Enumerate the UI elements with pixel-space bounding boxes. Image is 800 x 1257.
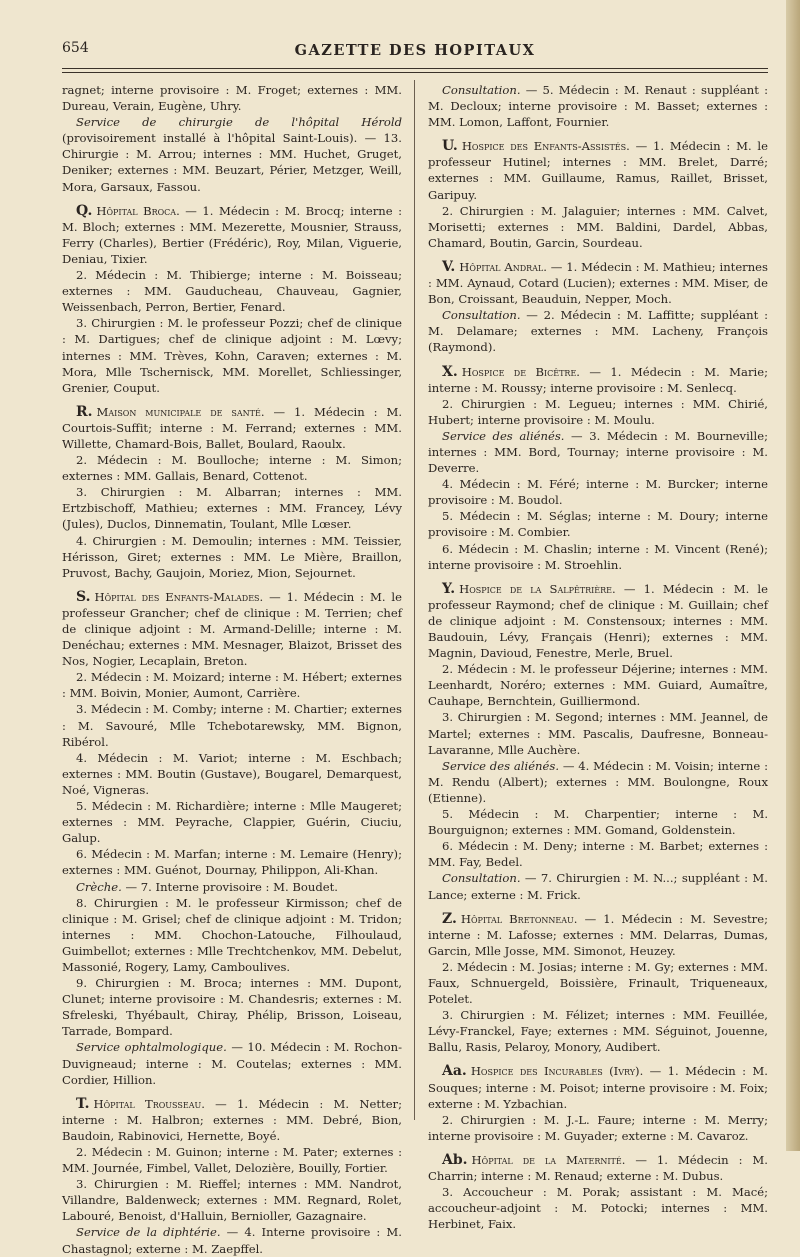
italic-service-name: Crèche. [76, 879, 122, 894]
italic-service-name: Service des aliénés. [442, 428, 565, 443]
paragraph-text: 3. Chirurgien : M. Rieffel; internes : MM. Nandrot, Villandre, Baldenweck; externes : MM. Regnard, Rolet, Labouré, Benoist, d'Halluin, Bernioller, Gazagnaire. [62, 1177, 402, 1224]
text-paragraph [428, 508, 768, 540]
header-rule-thin [62, 72, 768, 73]
paragraph-text: — 4. Interne provisoire : M. Chastagnol; externe : M. Zaepffel. [62, 1225, 402, 1256]
section-title: Hôpital Trousseau. [93, 1096, 205, 1111]
paragraph-text: 6. Médecin : M. Marfan; interne : M. Lemaire (Henry); externes : MM. Guénot, Dournay, Philippon, Ali-Khan. [62, 847, 402, 878]
section-letter: U. [442, 138, 458, 155]
column-divider [414, 80, 415, 1120]
section-heading-paragraph [62, 404, 402, 452]
text-paragraph [428, 1112, 768, 1144]
section-heading-paragraph [62, 589, 402, 669]
italic-service-name: Service de la diphtérie. [76, 1225, 221, 1240]
text-paragraph [428, 203, 768, 251]
section-letter: X. [442, 363, 458, 380]
page-header [62, 40, 768, 66]
text-paragraph [62, 701, 402, 749]
section-title: Hôpital Broca. [96, 203, 180, 218]
paragraph-text: (provisoirement installé à l'hôpital Saint-Louis). — 13. Chirurgie : M. Arrou; internes : MM. Huchet, Gruget, Deniker; externes : MM. Beuzart, Périer, Metzger, Weill, Mora, Garsaux, Fassou. [62, 131, 402, 194]
paragraph-text: — 1. Médecin : M. Brocq; interne : M. Bloch; externes : MM. Mezerette, Mousnier, Strauss, Ferry (Charles), Bertier (Frédéric), Roy, Milan, Viguerie, Deniau, Tixier. [62, 203, 402, 266]
section-title: Hospice des Enfants-Assistés. [461, 139, 630, 154]
paragraph-text: — 7. Interne provisoire : M. Boudet. [121, 879, 338, 894]
text-paragraph [62, 975, 402, 1039]
section-letter: V. [442, 258, 456, 275]
section-letter: Aa. [442, 1063, 467, 1080]
paragraph-text: — 4. Médecin : M. Voisin; interne : M. Rendu (Albert); externes : MM. Boulongne, Roux (Etienne). [428, 758, 768, 805]
journal-title: GAZETTE DES HOPITAUX [294, 42, 536, 59]
paragraph-text: — 1. Médecin : M. Marie; interne : M. Roussy; interne provisoire : M. Senlecq. [428, 364, 768, 395]
paragraph-text: 3. Chirurgien : M. Segond; internes : MM. Jeannel, de Martel; externes : MM. Pascalis, Daufresne, Bonneau-Lavaranne, Mlle Auchère. [428, 710, 768, 757]
text-paragraph [428, 541, 768, 573]
section-title: Hospice de la Salpêtrière. [459, 581, 616, 596]
paragraph-text: 9. Chirurgien : M. Broca; internes : MM. Dupont, Clunet; interne provisoire : M. Chandesris; externes : M. Sfreleski, Thyébault, Chiray, Phélip, Brisson, Loiseau, Tarrade, Bompard. [62, 976, 402, 1039]
section-title: Hôpital Andral. [459, 259, 547, 274]
text-paragraph [62, 846, 402, 878]
section-letter: T. [76, 1095, 90, 1112]
paragraph-text: — 10. Médecin : M. Rochon-Duvigneaud; interne : M. Coutelas; externes : MM. Cordier, Hillion. [62, 1040, 402, 1087]
paragraph-text: 4. Chirurgien : M. Demoulin; internes : MM. Teissier, Hérisson, Giret; externes : MM. Le Mière, Braillon, Pruvost, Bachy, Gaujoin, Moriez, Mion, Sejournet. [62, 533, 402, 580]
text-paragraph [428, 870, 768, 902]
section-heading-paragraph [428, 581, 768, 661]
section-heading-paragraph [62, 203, 402, 267]
text-paragraph [428, 307, 768, 355]
paragraph-text: 4. Médecin : M. Féré; interne : M. Burcker; interne provisoire : M. Boudol. [428, 477, 768, 508]
paragraph-text: — 5. Médecin : M. Renaut : suppléant : M. Decloux; interne provisoire : M. Basset; externes : MM. Lomon, Laffont, Fournier. [428, 83, 768, 130]
paragraph-text: 2. Chirurgien : M. J.-L. Faure; interne : M. Merry; interne provisoire : M. Guyader; externe : M. Cavaroz. [428, 1112, 768, 1143]
section-heading-paragraph [428, 911, 768, 959]
text-paragraph [428, 476, 768, 508]
paragraph-text: 2. Médecin : M. Guinon; interne : M. Pater; externes : MM. Journée, Fimbel, Vallet, Delozière, Bouilly, Fortier. [62, 1145, 402, 1176]
paragraph-text: 3. Chirurgien : M. Albarran; internes : MM. Ertzbischoff, Mathieu; externes : MM. Francey, Lévy (Jules), Duclos, Dinnematin, Toulant, Mlle Lœser. [62, 485, 402, 532]
header-rule [62, 68, 768, 69]
section-heading-paragraph [428, 1063, 768, 1111]
text-paragraph [62, 267, 402, 315]
paragraph-text: 2. Médecin : M. le professeur Déjerine; internes : MM. Leenhardt, Noréro; externes : MM. Guiard, Aumaître, Cauhape, Bernchtein, Guilliermond. [428, 662, 768, 709]
paragraph-text: 2. Médecin : M. Moizard; interne : M. Hébert; externes : MM. Boivin, Monier, Aumont, Carrière. [62, 670, 402, 701]
italic-service-name: Service des aliénés. [442, 758, 560, 773]
text-paragraph [428, 959, 768, 1007]
text-paragraph [62, 315, 402, 395]
section-title: Hospice des Incurables (Ivry). [470, 1064, 644, 1079]
paragraph-text: — 1. Médecin : M. Netter; interne : M. Halbron; externes : MM. Debré, Bion, Baudoin, Rabinovici, Hernette, Boyé. [62, 1096, 403, 1143]
italic-service-name: Service ophtalmologique. [76, 1040, 227, 1055]
text-paragraph [428, 428, 768, 476]
section-letter: S. [76, 588, 91, 605]
paragraph-text: 8. Chirurgien : M. le professeur Kirmisson; chef de clinique : M. Grisel; chef de clinique adjoint : M. Tridon; internes : MM. Chochon-Latouche, Filhoulaud, Guimbellot; externes : Mlle Trechtchenkov, MM. Debelut, Massonié, Rogery, Lamy, Camboulives. [62, 895, 402, 974]
text-paragraph [62, 452, 402, 484]
section-heading-paragraph [428, 138, 768, 202]
paragraph-text: — 1. Médecin : M. le professeur Raymond; chef de clinique : M. Guillain; chef de clinique adjoint : M. Constensoux; internes : MM. Baudouin, Lévy, Français (Henri); externes : MM. Magnin, Davioud, Fenestre, Merle, Bruel. [428, 581, 768, 661]
section-letter: Ab. [442, 1151, 468, 1168]
paragraph-text: 5. Médecin : M. Charpentier; interne : M. Bourguignon; externes : MM. Gomand, Goldenstein. [428, 807, 768, 838]
paragraph-text: — 2. Médecin : M. Laffitte; suppléant : M. Delamare; externes : MM. Lacheny, François (Raymond). [428, 308, 768, 355]
section-title: Hôpital des Enfants-Malades. [94, 589, 264, 604]
italic-service-name: Consultation. [442, 871, 521, 886]
text-paragraph [428, 806, 768, 838]
section-title: Hospice de Bicêtre. [461, 364, 580, 379]
paragraph-text: 3. Médecin : M. Comby; interne : M. Chartier; externes : M. Savouré, Mlle Tchebotarewsky, MM. Bignon, Ribérol. [62, 702, 402, 749]
paragraph-text: 5. Médecin : M. Richardière; interne : Mlle Maugeret; externes : MM. Peyrache, Clappier, Guérin, Ciuciu, Galup. [62, 799, 402, 846]
paragraph-text: — 1. Médecin : M. Mathieu; internes : MM. Aynaud, Cotard (Lucien); externes : MM. Miser, de Bon, Croissant, Beauduin, Nepper, Moch. [428, 259, 768, 307]
paragraph-text: 3. Chirurgien : M. Félizet; internes : MM. Feuillée, Lévy-Franckel, Faye; externes : MM. Séguinot, Jouenne, Ballu, Rasis, Pelaroy, Monory, Audibert. [428, 1008, 768, 1055]
text-paragraph [428, 661, 768, 709]
paragraph-text: — 7. Chirurgien : M. N...; suppléant : M. Lance; externe : M. Frick. [428, 871, 768, 902]
paragraph-text: 2. Chirurgien : M. Jalaguier; internes : MM. Calvet, Morisetti; externes : MM. Baldini, Dardel, Abbas, Chamard, Boutin, Garcin, Sourdeau. [428, 203, 768, 250]
italic-service-name: Service de chirurgie de l'hôpital Hérold [76, 115, 402, 130]
text-paragraph [62, 750, 402, 798]
text-paragraph [62, 879, 402, 895]
section-title: Hôpital de la Maternité. [471, 1152, 626, 1167]
paragraph-text: 2. Médecin : M. Boulloche; interne : M. Simon; externes : MM. Gallais, Benard, Cottenot. [62, 453, 402, 484]
paragraph-text: 2. Médecin : M. Thibierge; interne : M. Boisseau; externes : MM. Gauducheau, Chauveau, Gagnier, Weissenbach, Perron, Bertier, Fenard. [62, 268, 402, 315]
text-paragraph [428, 838, 768, 870]
text-paragraph [62, 1039, 402, 1087]
text-paragraph [62, 1176, 402, 1224]
italic-service-name: Consultation. [442, 308, 521, 323]
paragraph-text: — 1. Médecin : M. Sevestre; interne : M. Lafosse; externes : MM. Delarras, Dumas, Garcin, Mlle Josse, MM. Simonot, Heuzey. [428, 911, 768, 958]
text-paragraph [428, 758, 768, 806]
text-paragraph [62, 1144, 402, 1176]
paragraph-text: 6. Médecin : M. Chaslin; interne : M. Vincent (René); interne provisoire : M. Stroehlin. [428, 541, 768, 572]
text-paragraph [428, 1184, 768, 1232]
section-title: Maison municipale de santé. [96, 404, 265, 419]
paragraph-text: — 1. Médecin : M. le professeur Grancher; chef de clinique : M. Terrien; chef de clinique adjoint : M. Armand-Delille; interne : M. Denéchau; externes : MM. Mesnager, Blaizot, Brisset des Nos, Nogier, Lecaplain, Breton. [62, 589, 403, 669]
paragraph-text: ragnet; interne provisoire : M. Froget; externes : MM. Dureau, Verain, Eugène, Uhry. [62, 83, 402, 114]
left-column [62, 82, 402, 1257]
text-paragraph [62, 669, 402, 701]
text-paragraph [62, 484, 402, 532]
text-paragraph [428, 82, 768, 130]
text-paragraph [62, 798, 402, 846]
text-paragraph [428, 1007, 768, 1055]
section-letter: Z. [442, 910, 457, 927]
text-paragraph [62, 1224, 402, 1256]
paragraph-text: 2. Chirurgien : M. Legueu; internes : MM. Chirié, Hubert; interne provisoire : M. Moulu. [428, 396, 768, 427]
section-heading-paragraph [428, 1152, 768, 1184]
page-number: 654 [62, 40, 89, 56]
text-paragraph [62, 114, 402, 194]
paragraph-text: 6. Médecin : M. Deny; interne : M. Barbet; externes : MM. Fay, Bedel. [428, 839, 768, 870]
section-letter: Q. [76, 202, 93, 219]
paragraph-text: — 1. Médecin : M. Courtois-Suffit; interne : M. Ferrand; externes : MM. Willette, Chamard-Bois, Ballet, Boulard, Raoulx. [62, 404, 403, 451]
page-edge [786, 0, 800, 1151]
section-letter: Y. [442, 580, 456, 597]
paragraph-text: 2. Médecin : M. Josias; interne : M. Gy; externes : MM. Faux, Schnuergeld, Boissière, Frinault, Triqueneaux, Potelet. [428, 959, 768, 1007]
section-title: Hôpital Bretonneau. [460, 911, 578, 926]
paragraph-text: 3. Accoucheur : M. Porak; assistant : M. Macé; accoucheur-adjoint : M. Potocki; internes : MM. Herbinet, Faix. [428, 1185, 768, 1232]
paragraph-text: 3. Chirurgien : M. le professeur Pozzi; chef de clinique : M. Dartigues; chef de clinique adjoint : M. Lœvy; internes : MM. Trèves, Kohn, Caraven; externes : M. Mora, Mlle Tschernisck, MM. Morellet, Schliessinger, Grenier, Couput. [62, 316, 402, 395]
text-paragraph [62, 533, 402, 581]
paragraph-text: — 1. Médecin : M. Souques; interne : M. Poisot; interne provisoire : M. Foix; externe : M. Yzbachian. [428, 1064, 768, 1111]
section-heading-paragraph [428, 259, 768, 307]
paragraph-text: 5. Médecin : M. Séglas; interne : M. Doury; interne provisoire : M. Combier. [428, 509, 768, 540]
italic-service-name: Consultation. [442, 83, 521, 97]
paragraph-text: — 3. Médecin : M. Bourneville; internes : MM. Bord, Tournay; interne provisoire : M. Deverre. [428, 428, 768, 476]
text-paragraph [428, 396, 768, 428]
section-heading-paragraph [428, 364, 768, 396]
paragraph-text: — 1. Médecin : M. Charrin; interne : M. Renaud; externe : M. Dubus. [428, 1152, 768, 1183]
section-letter: R. [76, 403, 93, 420]
text-paragraph [428, 709, 768, 757]
paragraph-text: 4. Médecin : M. Variot; interne : M. Eschbach; externes : MM. Boutin (Gustave), Bougarel, Demarquest, Noé, Vigneras. [62, 750, 402, 797]
section-heading-paragraph [62, 1096, 402, 1144]
right-column [428, 82, 768, 1232]
text-paragraph [62, 82, 402, 114]
paragraph-text: — 1. Médecin : M. le professeur Hutinel; internes : MM. Brelet, Darré; externes : MM. Guillaume, Ramus, Raillet, Brisset, Garipuy. [428, 139, 768, 202]
text-paragraph [62, 895, 402, 975]
